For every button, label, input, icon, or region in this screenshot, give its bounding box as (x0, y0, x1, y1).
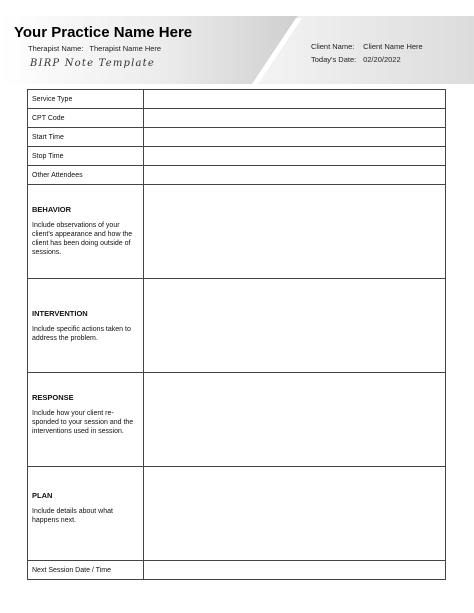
practice-name: Your Practice Name Here (14, 24, 193, 41)
next-session-label: Next Session Date / Time (28, 561, 144, 580)
row-behavior (28, 185, 446, 279)
date-label: Today's Date: (311, 55, 357, 64)
intervention-label-cell (28, 279, 144, 373)
other-attendees-field[interactable] (144, 166, 446, 185)
start-time-label: Start Time (28, 128, 144, 147)
response-desc: Include how your client re-sponded to your session and the interventions used in session. (32, 410, 134, 435)
plan-title: PLAN (32, 491, 53, 500)
date-line (311, 53, 423, 66)
start-time-field[interactable] (144, 128, 446, 147)
row-other-attendees (28, 166, 446, 185)
row-cpt-code (28, 109, 446, 128)
response-label-cell (28, 373, 144, 467)
plan-field[interactable] (144, 467, 446, 561)
service-type-label: Service Type (28, 90, 144, 109)
birp-form-table (27, 89, 446, 580)
behavior-field[interactable] (144, 185, 446, 279)
behavior-title: BEHAVIOR (32, 205, 72, 214)
plan-desc: Include details about what happens next. (32, 508, 113, 524)
row-service-type (28, 90, 446, 109)
client-info (311, 40, 423, 66)
intervention-desc: Include specific actions taken to address the problem. (32, 326, 131, 342)
stop-time-field[interactable] (144, 147, 446, 166)
row-stop-time (28, 147, 446, 166)
plan-label-cell (28, 467, 144, 561)
template-title: BIRP Note Template (30, 58, 156, 69)
row-start-time (28, 128, 446, 147)
date-value: 02/20/2022 (363, 55, 401, 64)
client-name-value: Client Name Here (363, 42, 423, 51)
therapist-line (28, 44, 161, 53)
other-attendees-label: Other Attendees (28, 166, 144, 185)
behavior-desc: Include observations of your client's appearance and how the client has been doing outside of sessions. (32, 222, 133, 256)
cpt-code-field[interactable] (144, 109, 446, 128)
row-intervention (28, 279, 446, 373)
behavior-label-cell (28, 185, 144, 279)
stop-time-label: Stop Time (28, 147, 144, 166)
row-plan (28, 467, 446, 561)
client-name-label: Client Name: (311, 42, 355, 51)
service-type-field[interactable] (144, 90, 446, 109)
row-next-session (28, 561, 446, 580)
row-response (28, 373, 446, 467)
response-title: RESPONSE (32, 393, 74, 402)
intervention-field[interactable] (144, 279, 446, 373)
next-session-field[interactable] (144, 561, 446, 580)
cpt-code-label: CPT Code (28, 109, 144, 128)
client-name-line (311, 40, 423, 53)
response-field[interactable] (144, 373, 446, 467)
therapist-label: Therapist Name: (28, 44, 84, 53)
intervention-title: INTERVENTION (32, 309, 88, 318)
document-header (0, 0, 474, 84)
therapist-value: Therapist Name Here (89, 44, 162, 53)
